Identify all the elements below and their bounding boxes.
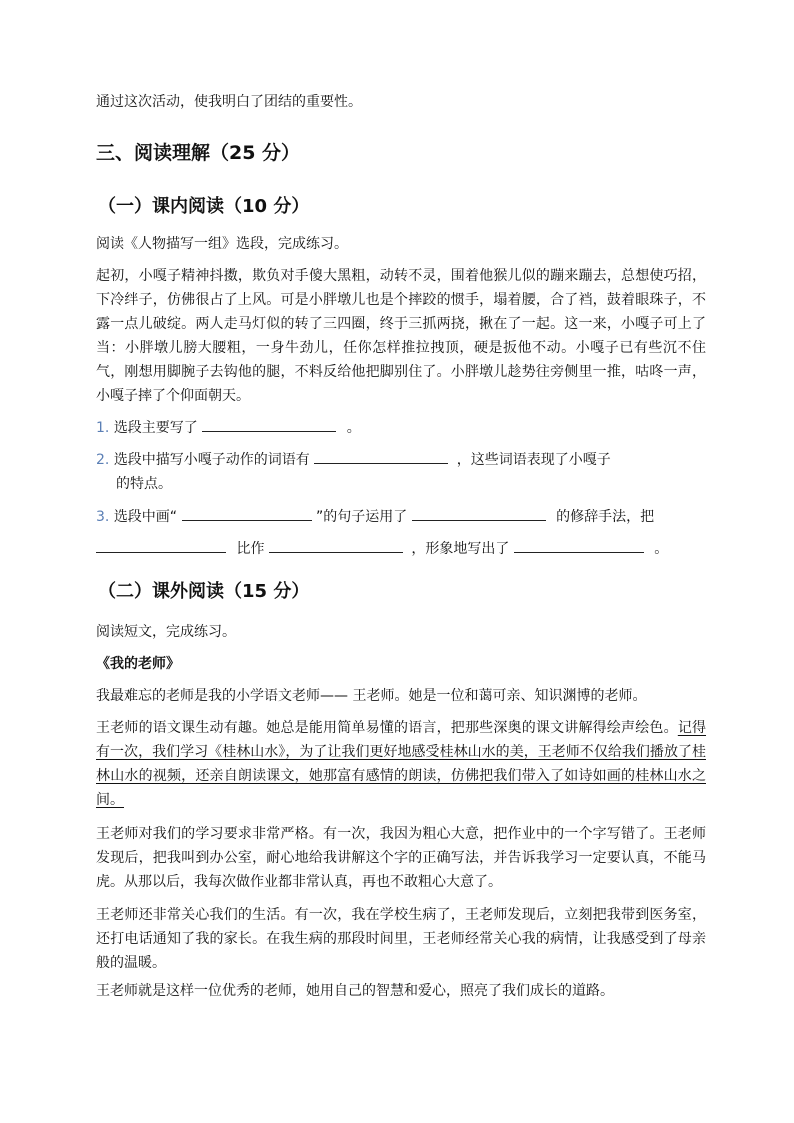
question-text: 选段中画“: [113, 509, 178, 525]
question-text: 选段中描写小嘎子动作的词语有: [113, 452, 310, 468]
question-text: 比作: [236, 541, 265, 557]
paragraph-text: 王老师的语文课生动有趣。她总是能用简单易懂的语言，把那些深奥的课文讲解得绘声绘色。: [96, 720, 678, 736]
punctuation: 。: [654, 541, 669, 557]
question-text: 选段主要写了: [113, 420, 198, 436]
answer-blank[interactable]: [514, 538, 644, 553]
part1-instruction: 阅读《人物描写一组》选段，完成练习。: [96, 236, 348, 252]
part1-passage: 起初，小嘎子精神抖擞，欺负对手傻大黑粗，动转不灵，围着他猴儿似的蹦来蹦去，总想使巧招，下冷绊子，仿佛很占了上风。可是小胖墩儿也是个摔跤的惯手，塌着腰，合了裆，鼓着眼珠子，不露一点儿破绽。两人走马灯似的转了三四圈，终于三抓两挠，揪在了一起。这一来，小嘎子可上了当：小胖墩儿膀大腰粗，一身牛劲儿，任你怎样推拉拽顶，硬是扳他不动。小嘎子已有些沉不住气，刚想用脚腕子去钩他的腿，不料反给他把脚别住了。小胖墩儿趁势往旁侧里一推，咕咚一声，小嘎子摔了个仰面朝天。: [96, 268, 706, 404]
question-1: [96, 416, 706, 440]
question-3-line2: [96, 537, 706, 561]
question-2: [96, 448, 706, 472]
question-text: ”的句子运用了: [315, 509, 408, 525]
article-title: 《我的老师》: [96, 656, 180, 672]
article-paragraph-3: 王老师对我们的学习要求非常严格。有一次，我因为粗心大意，把作业中的一个字写错了。王老师发现后，把我叫到办公室，耐心地给我讲解这个字的正确写法，并告诉我学习一定要认真，不能马虎。从那以后，我每次做作业都非常认真，再也不敢粗心大意了。: [96, 826, 706, 890]
question-text: ，这些词语表现了小嘎子: [456, 452, 611, 468]
answer-blank[interactable]: [182, 506, 312, 521]
question-number: 1.: [96, 420, 110, 436]
question-number: 2.: [96, 452, 110, 468]
question-number: 3.: [96, 509, 110, 525]
question-2-line2: 的特点。: [116, 476, 172, 492]
question-text: 的修辞手法，把: [556, 509, 655, 525]
intro-line: 通过这次活动，使我明白了团结的重要性。: [96, 94, 362, 110]
article-paragraph-5: 王老师就是这样一位优秀的老师，她用自己的智慧和爱心，照亮了我们成长的道路。: [96, 983, 614, 999]
answer-blank[interactable]: [202, 417, 336, 432]
underlined-sentence: 记得有一次，我们学习《桂林山水》，为了让我们更好地感受桂林山水的美，王老师不仅给我们播放了桂林山水的视频，还亲自朗读课文，她那富有感情的朗读，仿佛把我们带入了如诗如画的桂林山水之间。: [96, 720, 707, 808]
answer-blank[interactable]: [412, 506, 546, 521]
answer-blank[interactable]: [314, 449, 448, 464]
question-text: ，形象地写出了: [411, 541, 510, 557]
part2-title: （二）课外阅读（15 分）: [98, 581, 310, 602]
question-3: [96, 505, 706, 529]
part2-instruction: 阅读短文，完成练习。: [96, 624, 236, 640]
part1-title: （一）课内阅读（10 分）: [98, 196, 310, 217]
article-paragraph-2: [96, 716, 706, 812]
section-title: 三、阅读理解（25 分）: [96, 142, 301, 164]
answer-blank[interactable]: [269, 538, 403, 553]
punctuation: 。: [346, 420, 361, 436]
answer-blank[interactable]: [96, 538, 226, 553]
article-paragraph-1: 我最难忘的老师是我的小学语文老师—— 王老师。她是一位和蔼可亲、知识渊博的老师。: [96, 688, 647, 704]
article-paragraph-4: 王老师还非常关心我们的生活。有一次，我在学校生病了，王老师发现后，立刻把我带到医务室，还打电话通知了我的家长。在我生病的那段时间里，王老师经常关心我的病情，让我感受到了母亲般的温暖。: [96, 907, 706, 971]
